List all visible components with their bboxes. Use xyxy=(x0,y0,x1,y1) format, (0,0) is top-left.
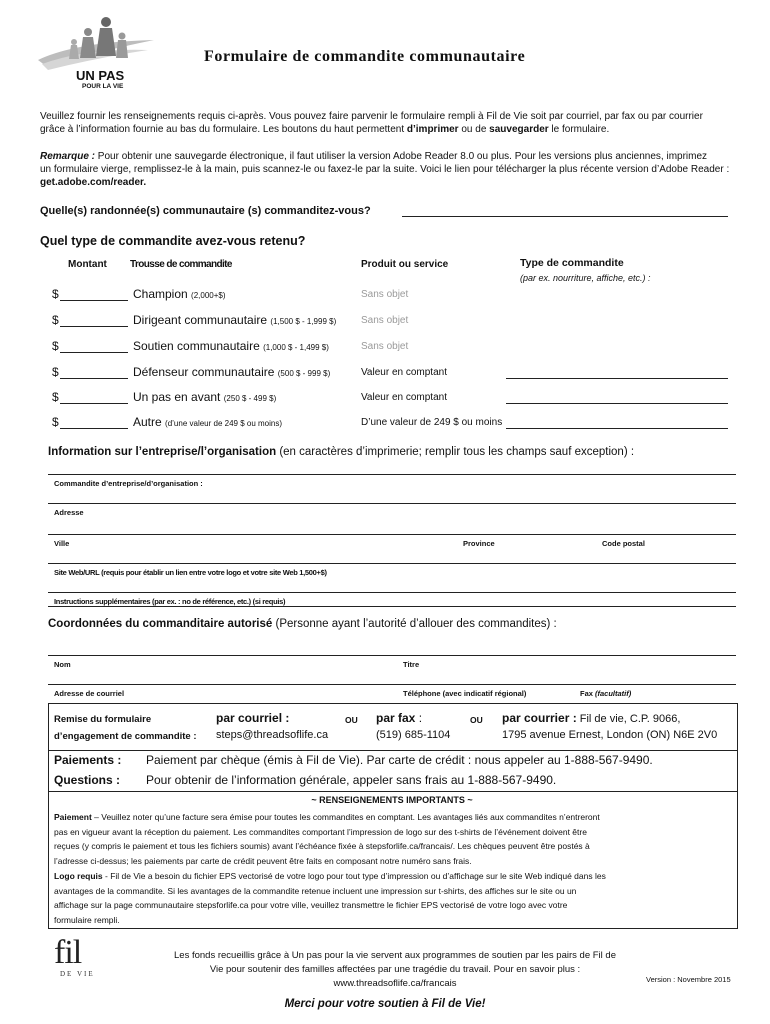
submit-label-1: Remise du formulaire xyxy=(54,714,152,725)
address-field[interactable] xyxy=(48,534,736,535)
important-heading: ~ RENSEIGNEMENTS IMPORTANTS ~ xyxy=(311,795,473,805)
title-label: Titre xyxy=(403,660,420,669)
footer-text: Les fonds recueillis grâce à Un pas pour la vie servent aux programmes de soutien par les pairs de Fil de Vie pour soutenir des familles affectées par une tragédie du travail. Pour en savoir plus : www.threadsoflife.ca/francais xyxy=(160,949,630,991)
tier-type-field[interactable] xyxy=(506,378,728,379)
tier-name: Défenseur communautaire (500 $ - 999 $) xyxy=(133,365,331,379)
important-logo: Logo requis - Fil de Vie a besoin du fichier EPS vectorisé de votre logo pour tout type d’impression ou d’affichage sur le site Web indiqué dans les avantages de la commandite. Si les avantages de la commandite retenue incluent une impression sur t-shirts, des affiches sur le site ou un affichage sur la page communautaire stepsforlife.ca pour votre ville, veuillez transmettre le fichier EPS vectorisé de votre logo avec votre formulaire rempli. xyxy=(54,871,606,925)
fax-method-value: (519) 685-1104 xyxy=(376,729,451,741)
remark-line1: Remarque : Pour obtenir une sauvegarde électronique, il faut utiliser la version Adobe Reader 8.0 ou plus. Pour les versions plus anciennes, imprimez xyxy=(40,151,708,162)
tier-product: Valeur en comptant xyxy=(361,367,447,378)
sponsor-field[interactable] xyxy=(48,503,736,504)
contact-section-title: Coordonnées du commanditaire autorisé (Personne ayant l’autorité d’allouer des commandites) : xyxy=(48,618,557,630)
logo-line2: POUR LA VIE xyxy=(82,83,124,90)
questions-label: Questions : xyxy=(54,773,121,787)
amount-field[interactable] xyxy=(60,326,128,327)
dollar-sign: $ xyxy=(52,287,59,301)
dollar-sign: $ xyxy=(52,415,59,429)
mail-method-title: par courrier : Fil de vie, C.P. 9066, xyxy=(502,711,681,725)
payments-text: Paiement par chèque (émis à Fil de Vie). Par carte de crédit : nous appeler au 1-888-567-9490. xyxy=(146,753,653,767)
remark-text xyxy=(40,150,760,189)
tier-name: Champion (2,000+$) xyxy=(133,287,226,301)
col-product: Produit ou service xyxy=(361,259,449,270)
tier-product: Sans objet xyxy=(361,289,409,300)
rule xyxy=(48,474,736,475)
intro-line2: grâce à l’information fournie au bas du formulaire. Les boutons du haut permettent d’imprimer ou de sauvegarder le formulaire. xyxy=(40,124,610,135)
name-label: Nom xyxy=(54,660,71,669)
tier-type-field[interactable] xyxy=(506,428,728,429)
phone-label: Téléphone (avec indicatif régional) xyxy=(403,689,527,698)
fax-method-title: par fax : xyxy=(376,711,423,725)
fil-logo-sub: DE VIE xyxy=(60,970,95,978)
province-label: Province xyxy=(463,539,495,548)
org-section-title: Information sur l’entreprise/l’organisation (en caractères d’imprimerie; remplir tous les champs sauf exception) : xyxy=(48,446,635,458)
email-method-value[interactable]: steps@threadsoflife.ca xyxy=(216,729,329,741)
dollar-sign: $ xyxy=(52,339,59,353)
city-field[interactable] xyxy=(48,563,736,564)
questions-text: Pour obtenir de l’information générale, appeler sans frais au 1-888-567-9490. xyxy=(146,773,557,787)
amount-field[interactable] xyxy=(60,428,128,429)
mail-method-value: 1795 avenue Ernest, London (ON) N6E 2V0 xyxy=(502,729,718,741)
footer-link[interactable]: www.threadsoflife.ca/francais xyxy=(333,978,457,989)
amount-field[interactable] xyxy=(60,300,128,301)
tier-name: Soutien communautaire (1,000 $ - 1,499 $) xyxy=(133,339,329,353)
submit-label-2: d’engagement de commandite : xyxy=(54,731,197,742)
tier-product: Sans objet xyxy=(361,315,409,326)
tier-product: Sans objet xyxy=(361,341,409,352)
payments-label: Paiements : xyxy=(54,753,122,767)
walk-question: Quelle(s) randonnée(s) communautaire (s) commanditez-vous? xyxy=(40,205,371,217)
col-type: Type de commandite xyxy=(520,257,624,269)
walk-answer-field[interactable] xyxy=(402,216,728,217)
name-field[interactable] xyxy=(48,684,736,685)
family-silhouette-icon xyxy=(36,12,156,72)
type-question: Quel type de commandite avez-vous retenu? xyxy=(40,234,306,248)
adobe-link[interactable]: get.adobe.com/reader. xyxy=(40,177,147,188)
thanks-text: Merci pour votre soutien à Fil de Vie! xyxy=(284,998,486,1010)
amount-field[interactable] xyxy=(60,378,128,379)
or-label: OU xyxy=(470,715,483,725)
intro-line1: Veuillez fournir les renseignements requis ci-après. Vous pouvez faire parvenir le formulaire rempli à Fil de Vie soit par courriel, par fax ou par courrier xyxy=(40,111,703,122)
address-label: Adresse xyxy=(54,508,84,517)
col-amount: Montant xyxy=(68,259,107,270)
page-title: Formulaire de commandite communautaire xyxy=(204,48,526,65)
rule xyxy=(48,655,736,656)
tier-name: Autre (d’une valeur de 249 $ ou moins) xyxy=(133,415,282,429)
dollar-sign: $ xyxy=(52,313,59,327)
website-field[interactable] xyxy=(48,592,736,593)
fil-de-vie-logo xyxy=(54,934,114,978)
fax-label: Fax (facultatif) xyxy=(580,689,632,698)
tier-name: Un pas en avant (250 $ - 499 $) xyxy=(133,390,277,404)
postal-label: Code postal xyxy=(602,539,645,548)
instructions-field[interactable] xyxy=(48,606,736,607)
dollar-sign: $ xyxy=(52,365,59,379)
email-method-title: par courriel : xyxy=(216,711,290,725)
amount-field[interactable] xyxy=(60,352,128,353)
col-type-hint: (par ex. nourriture, affiche, etc.) : xyxy=(520,273,651,283)
version-text: Version : Novembre 2015 xyxy=(646,975,731,984)
important-payment: Paiement – Veuillez noter qu’une facture sera émise pour toutes les commandites en comptant. Les avantages liés aux commandites n’entreront pas en vigueur avant la réception du paiement. Les commandites comportant l’impression de logo sur des t-shirts de l’événement doivent être reçues (y compris le paiement et tous les fichiers soumis) avant l’échéance fixée à stepsforlife.ca/francais/. Les chèques peuvent être postés à l’adresse ci-dessus; les paiements par carte de crédit peuvent être faits en composant notre numéro sans frais. xyxy=(54,812,600,866)
tier-name: Dirigeant communautaire (1,500 $ - 1,999 $) xyxy=(133,313,337,327)
intro-text xyxy=(40,110,760,136)
tier-product: Valeur en comptant xyxy=(361,392,447,403)
instructions-label: Instructions supplémentaires (par ex. : no de référence, etc.) (si requis) xyxy=(54,597,286,606)
sponsor-label: Commandite d’entreprise/d’organisation : xyxy=(54,479,203,488)
col-kit: Trousse de commandite xyxy=(130,259,232,270)
remark-line2: un formulaire vierge, remplissez-le à la main, puis scannez-le ou faxez-le par la suite. Voici le lien pour télécharger la plus récente version d’Adobe Reader : xyxy=(40,164,730,175)
email-label: Adresse de courriel xyxy=(54,689,125,698)
city-label: Ville xyxy=(54,539,70,548)
website-label: Site Web/URL (requis pour établir un lien entre votre logo et votre site Web 1,500+$) xyxy=(54,568,327,577)
un-pas-logo xyxy=(36,12,156,92)
tier-type-field[interactable] xyxy=(506,403,728,404)
dollar-sign: $ xyxy=(52,390,59,404)
tier-product: D’une valeur de 249 $ ou moins xyxy=(361,417,503,428)
fil-logo-word: fil xyxy=(54,934,82,971)
amount-field[interactable] xyxy=(60,403,128,404)
logo-line1: UN PAS xyxy=(76,68,125,83)
or-label: OU xyxy=(345,715,358,725)
